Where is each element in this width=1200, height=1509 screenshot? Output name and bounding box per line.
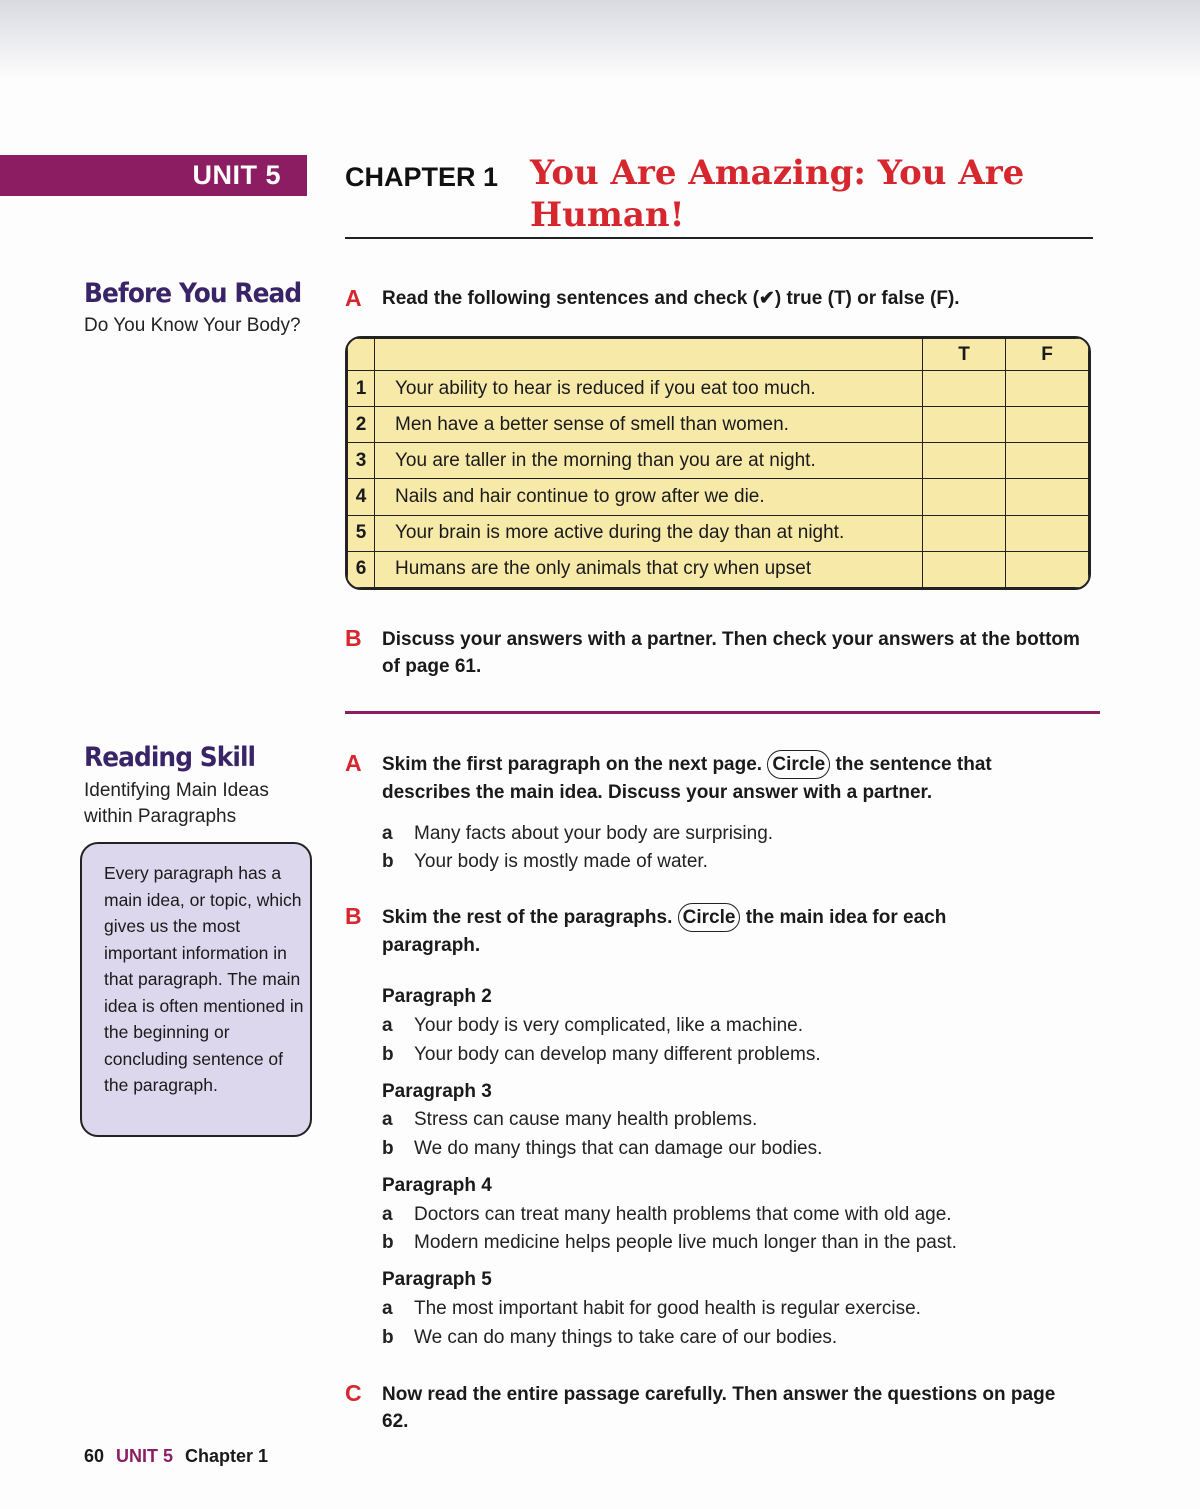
reading-skill-subheading-2: within Paragraphs: [84, 806, 237, 827]
option-text: Doctors can treat many health problems that come with old age.: [414, 1204, 952, 1225]
option-text: The most important habit for good health is regular exercise.: [414, 1298, 921, 1319]
row-number: 2: [348, 407, 375, 443]
row-statement: Your ability to hear is reduced if you eat too much.: [375, 371, 923, 407]
page-footer: [84, 1446, 268, 1467]
option-item: [382, 1296, 921, 1322]
row-statement: Humans are the only animals that cry when upset: [375, 551, 923, 587]
option-letter: a: [382, 823, 393, 844]
unit-label: UNIT 5: [192, 160, 281, 190]
footer-chapter: Chapter 1: [185, 1446, 269, 1466]
paragraph-heading: Paragraph 5: [382, 1269, 492, 1290]
table-row: [348, 407, 1089, 443]
skill-exercise-a-instruction: [382, 750, 1082, 806]
circle-word: Circle: [678, 903, 741, 932]
table-header-false: F: [1006, 339, 1089, 371]
table-row: [348, 551, 1089, 587]
skill-exercise-letter-a: A: [345, 750, 362, 776]
header-rule: [345, 237, 1093, 239]
page-top-shade: [0, 0, 1200, 80]
exercise-letter-a: A: [345, 285, 362, 311]
option-letter: b: [382, 851, 394, 872]
option-text: Your body is mostly made of water.: [414, 851, 708, 872]
paragraph-heading: Paragraph 2: [382, 986, 492, 1007]
option-item: [382, 821, 773, 847]
chapter-label: CHAPTER 1: [345, 162, 499, 192]
table-row: [348, 479, 1089, 515]
true-checkbox-cell[interactable]: [923, 551, 1006, 587]
option-item: [382, 1107, 757, 1133]
true-checkbox-cell[interactable]: [923, 371, 1006, 407]
false-checkbox-cell[interactable]: [1006, 371, 1089, 407]
row-number: 3: [348, 443, 375, 479]
exercise-letter-b: B: [345, 625, 362, 651]
circle-word: Circle: [767, 750, 830, 779]
paragraph-heading: Paragraph 3: [382, 1081, 492, 1102]
option-item: [382, 1202, 952, 1228]
option-text: Your body can develop many different problems.: [414, 1044, 821, 1065]
row-statement: You are taller in the morning than you are at night.: [375, 443, 923, 479]
before-you-read-subheading: Do You Know Your Body?: [84, 315, 301, 336]
option-letter: a: [382, 1298, 393, 1319]
exercise-a-instruction: Read the following sentences and check (✔) true (T) or false (F).: [382, 288, 960, 309]
instruction-text: Skim the rest of the paragraphs.: [382, 907, 673, 928]
page-number: 60: [84, 1446, 105, 1466]
row-statement: Men have a better sense of smell than women.: [375, 407, 923, 443]
instruction-text: Skim the first paragraph on the next page.: [382, 754, 763, 775]
reading-skill-text: Every paragraph has a main idea, or topic, which gives us the most important information in that paragraph. The main idea is often mentioned in the beginning or concluding sentence of the paragraph.: [104, 863, 304, 1095]
skill-exercise-letter-c: C: [345, 1380, 362, 1406]
option-item: [382, 849, 708, 875]
footer-unit: UNIT 5: [116, 1446, 174, 1466]
exercise-b-instruction: Discuss your answers with a partner. Then check your answers at the bottom of page 61.: [382, 629, 1080, 677]
before-you-read-heading: Before You Read: [84, 278, 302, 309]
skill-exercise-b-instruction: [382, 903, 1032, 959]
row-number: 1: [348, 371, 375, 407]
option-letter: b: [382, 1232, 394, 1253]
table-header-row: [348, 339, 1089, 371]
chapter-title: You Are Amazing: You Are Human!: [530, 153, 1025, 235]
false-checkbox-cell[interactable]: [1006, 443, 1089, 479]
instruction-text: the main idea for each paragraph.: [382, 907, 947, 956]
instruction-text: the sentence that describes the main idea. Discuss your answer with a partner.: [382, 754, 992, 803]
option-item: [382, 1325, 837, 1351]
false-checkbox-cell[interactable]: [1006, 515, 1089, 551]
table-header-cell: [348, 339, 375, 371]
reading-skill-heading: Reading Skill: [84, 742, 256, 773]
false-checkbox-cell[interactable]: [1006, 407, 1089, 443]
table-header-true: T: [923, 339, 1006, 371]
table-header-cell: [375, 339, 923, 371]
row-number: 4: [348, 479, 375, 515]
option-letter: a: [382, 1015, 393, 1036]
option-item: [382, 1230, 957, 1256]
skill-exercise-letter-b: B: [345, 903, 362, 929]
option-text: We can do many things to take care of our bodies.: [414, 1327, 838, 1348]
option-item: [382, 1013, 803, 1039]
paragraph-heading: Paragraph 4: [382, 1175, 492, 1196]
row-statement: Your brain is more active during the day than at night.: [375, 515, 923, 551]
true-checkbox-cell[interactable]: [923, 443, 1006, 479]
option-letter: a: [382, 1204, 393, 1225]
option-text: Stress can cause many health problems.: [414, 1109, 758, 1130]
unit-banner: [0, 155, 307, 196]
option-letter: b: [382, 1138, 394, 1159]
true-checkbox-cell[interactable]: [923, 407, 1006, 443]
option-letter: a: [382, 1109, 393, 1130]
false-checkbox-cell[interactable]: [1006, 479, 1089, 515]
option-letter: b: [382, 1327, 394, 1348]
option-text: Many facts about your body are surprising.: [414, 823, 774, 844]
true-checkbox-cell[interactable]: [923, 515, 1006, 551]
reading-skill-box: [80, 842, 312, 1137]
option-item: [382, 1136, 822, 1162]
option-text: Modern medicine helps people live much longer than in the past.: [414, 1232, 957, 1253]
row-statement: Nails and hair continue to grow after we die.: [375, 479, 923, 515]
true-checkbox-cell[interactable]: [923, 479, 1006, 515]
table-row: [348, 515, 1089, 551]
false-checkbox-cell[interactable]: [1006, 551, 1089, 587]
true-false-table: [345, 336, 1091, 590]
section-divider: [345, 711, 1100, 714]
table-row: [348, 443, 1089, 479]
option-item: [382, 1042, 821, 1068]
skill-exercise-c-instruction: Now read the entire passage carefully. Then answer the questions on page 62.: [382, 1384, 1056, 1432]
row-number: 6: [348, 551, 375, 587]
table-row: [348, 371, 1089, 407]
option-text: Your body is very complicated, like a machine.: [414, 1015, 803, 1036]
option-text: We do many things that can damage our bodies.: [414, 1138, 823, 1159]
row-number: 5: [348, 515, 375, 551]
option-letter: b: [382, 1044, 394, 1065]
reading-skill-subheading-1: Identifying Main Ideas: [84, 780, 269, 801]
